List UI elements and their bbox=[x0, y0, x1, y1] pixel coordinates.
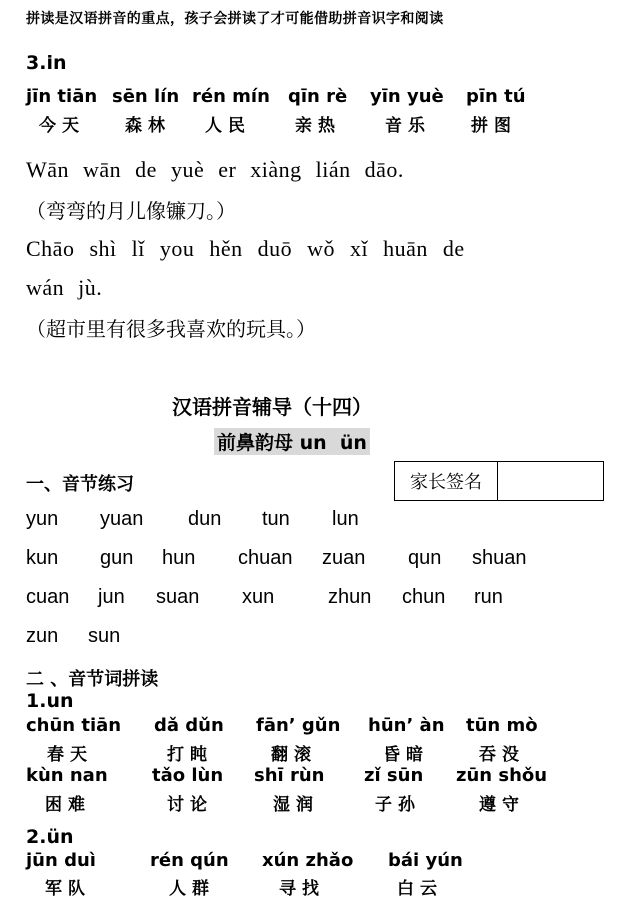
syllable: chun bbox=[402, 586, 446, 608]
word-pinyin: xún zhǎo bbox=[262, 850, 354, 871]
word-hanzi: 打 盹 bbox=[167, 745, 207, 765]
signature-field[interactable] bbox=[498, 462, 603, 500]
words-heading: 二 、音节词拼读 bbox=[26, 669, 159, 690]
header-note: 拼读是汉语拼音的重点，孩子会拼读了才可能借助拼音识字和阅读 bbox=[26, 11, 444, 27]
syllable: zhun bbox=[328, 586, 372, 608]
word-hanzi: 人 群 bbox=[169, 879, 209, 899]
word-pinyin: rén qún bbox=[150, 850, 229, 871]
section-label-yun: 2.ün bbox=[26, 826, 74, 848]
syllable: dun bbox=[188, 508, 222, 530]
word-hanzi: 湿 润 bbox=[273, 795, 313, 815]
word-pinyin: rén mín bbox=[192, 86, 270, 107]
word-hanzi: 翻 滚 bbox=[271, 745, 311, 765]
word-pinyin: shī rùn bbox=[254, 765, 325, 786]
word-hanzi: 遵 守 bbox=[479, 795, 519, 815]
sentence-translation: （弯弯的月儿像镰刀。） bbox=[26, 199, 236, 223]
word-pinyin: zūn shǒu bbox=[456, 765, 548, 786]
syllable: yun bbox=[26, 508, 59, 530]
syllable: xun bbox=[242, 586, 275, 608]
syllable: shuan bbox=[472, 547, 527, 569]
word-hanzi: 子 孙 bbox=[375, 795, 415, 815]
word-pinyin: tǎo lùn bbox=[152, 765, 224, 786]
syllable: zun bbox=[26, 625, 59, 647]
word-hanzi: 森 林 bbox=[125, 116, 165, 136]
syllable: sun bbox=[88, 625, 121, 647]
syllable: jun bbox=[98, 586, 125, 608]
word-hanzi: 吞 没 bbox=[479, 745, 519, 765]
word-pinyin: hūn’ àn bbox=[368, 715, 445, 736]
syllable: run bbox=[474, 586, 503, 608]
sentence-translation: （超市里有很多我喜欢的玩具。） bbox=[26, 317, 316, 341]
syllable: cuan bbox=[26, 586, 70, 608]
word-pinyin: jīn tiān bbox=[26, 86, 98, 107]
syllable: kun bbox=[26, 547, 59, 569]
word-hanzi: 拼 图 bbox=[471, 116, 511, 136]
word-hanzi: 昏 暗 bbox=[383, 745, 423, 765]
word-pinyin: sēn lín bbox=[112, 86, 180, 107]
signature-label: 家长签名 bbox=[395, 462, 498, 500]
word-hanzi: 亲 热 bbox=[295, 116, 335, 136]
word-hanzi: 困 难 bbox=[45, 795, 85, 815]
syllable: tun bbox=[262, 508, 290, 530]
syllable: zuan bbox=[322, 547, 366, 569]
syllable: gun bbox=[100, 547, 134, 569]
word-hanzi: 春 天 bbox=[47, 745, 87, 765]
sentence-pinyin: Chāo shì lǐ you hěn duō wǒ xǐ huān de bbox=[26, 236, 465, 261]
syllable: hun bbox=[162, 547, 196, 569]
word-hanzi: 白 云 bbox=[397, 879, 437, 899]
lesson-subtitle: 前鼻韵母 un ün bbox=[214, 428, 370, 455]
word-pinyin: bái yún bbox=[388, 850, 463, 871]
section-label-un: 1.un bbox=[26, 690, 74, 712]
word-pinyin: chūn tiān bbox=[26, 715, 122, 736]
word-pinyin: jūn duì bbox=[26, 850, 96, 871]
word-pinyin: kùn nan bbox=[26, 765, 108, 786]
parent-signature-box bbox=[394, 461, 604, 501]
word-pinyin: qīn rè bbox=[288, 86, 348, 107]
syllable: yuan bbox=[100, 508, 144, 530]
syllable: chuan bbox=[238, 547, 293, 569]
word-hanzi: 今 天 bbox=[39, 116, 79, 136]
word-hanzi: 讨 论 bbox=[167, 795, 207, 815]
syllable: qun bbox=[408, 547, 442, 569]
word-pinyin: zǐ sūn bbox=[364, 765, 424, 786]
word-hanzi: 军 队 bbox=[45, 879, 85, 899]
practice-heading: 一、音节练习 bbox=[26, 474, 134, 495]
section-label-in: 3.in bbox=[26, 52, 67, 74]
word-pinyin: yīn yuè bbox=[370, 86, 444, 107]
syllable: lun bbox=[332, 508, 359, 530]
lesson-title: 汉语拼音辅导（十四） bbox=[172, 395, 372, 419]
word-pinyin: fān’ gǔn bbox=[256, 715, 341, 736]
word-hanzi: 音 乐 bbox=[385, 116, 425, 136]
word-hanzi: 人 民 bbox=[205, 116, 245, 136]
word-hanzi: 寻 找 bbox=[279, 879, 319, 899]
sentence-pinyin: Wān wān de yuè er xiàng lián dāo. bbox=[26, 157, 404, 182]
sentence-pinyin: wán jù. bbox=[26, 275, 103, 300]
word-pinyin: dǎ dǔn bbox=[154, 715, 224, 736]
word-pinyin: pīn tú bbox=[466, 86, 526, 107]
word-pinyin: tūn mò bbox=[466, 715, 538, 736]
syllable: suan bbox=[156, 586, 200, 608]
